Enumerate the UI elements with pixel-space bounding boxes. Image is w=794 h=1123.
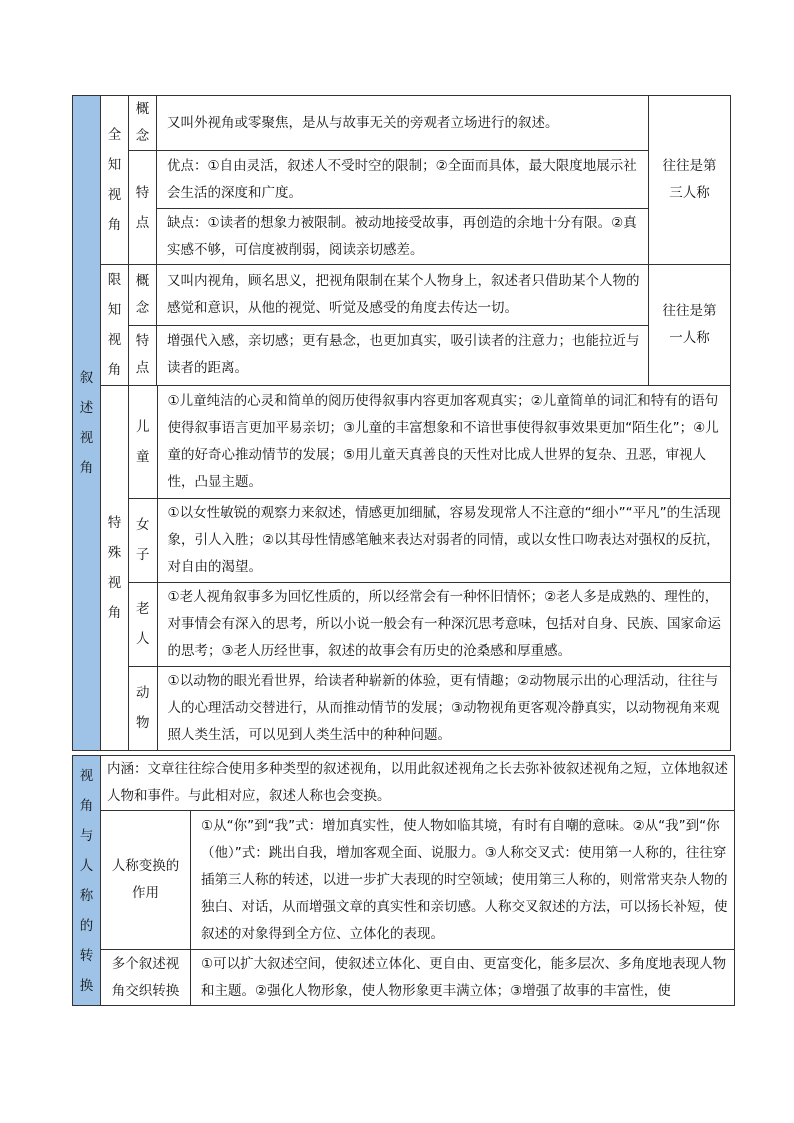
perspective-person-table (72, 755, 735, 1006)
person-change-label: 人称变换的作用 (101, 811, 191, 950)
omniscient-label: 全知视角 (101, 96, 129, 265)
multi-perspective-label: 多个叙述视角交织转换 (101, 950, 191, 1006)
limited-person: 往往是第一人称 (649, 265, 731, 386)
limited-feature-text: 增强代入感，亲切感；更有悬念，也更加真实，吸引读者的注意力；也能拉近与读者的距离。 (157, 325, 649, 386)
special-label: 特殊视角 (101, 386, 129, 751)
special-child-text: ①儿童纯洁的心灵和简单的阅历使得叙事内容更加客观真实；②儿童简单的词汇和特有的语句使得叙事语言更加平易亲切；③儿童的丰富想象和不谙世事使得叙事效果更加“陌生化”；④儿童的好奇心推动情节的发展；⑤用儿童天真善良的天性对比成人世界的复杂、丑恶，审视人性，凸显主题。 (157, 386, 730, 498)
intro-text: 内涵：文章往往综合使用多种类型的叙述视角，以用此叙述视角之长去弥补彼叙述视角之短，立体地叙述人物和事件。与此相对应，叙述人称也会变换。 (101, 756, 735, 811)
omniscient-feature-label: 特点 (129, 151, 157, 265)
limited-concept-text: 又叫内视角，顾名思义，把视角限制在某个人物身上，叙述者只借助某个人物的感觉和意识，从他的视觉、听觉及感受的角度去传达一切。 (157, 265, 649, 326)
special-woman-label: 女子 (129, 498, 157, 582)
person-change-text: ①从“你”到“我”式：增加真实性，使人物如临其境，有时有自嘲的意味。②从“我”到“你（他）”式：跳出自我，增加客观全面、说服力。③人称交叉式：使用第一人称的，往往穿插第三人称的转述，以进一步扩大表现的时空领域；使用第三人称的，则常常夹杂人物的独白、对话，从而增强文章的真实性和亲切感。人称交叉叙述的方法，可以扬长补短，使叙述的对象得到全方位、立体化的表现。 (191, 811, 735, 950)
side-label-narrative-perspective: 叙述视角 (73, 96, 101, 751)
omniscient-cons-text: 缺点：①读者的想象力被限制。被动地接受故事，再创造的余地十分有限。②真实感不够，可信度被削弱，阅读亲切感差。 (157, 209, 649, 265)
special-elder-text: ①老人视角叙事多为回忆性质的，所以经常会有一种怀旧情怀；②老人多是成熟的、理性的，对事情会有深入的思考，所以小说一般会有一种深沉思考意味，包括对自身、民族、国家命运的思考；③老人历经世事，叙述的故事会有历史的沧桑感和厚重感。 (157, 582, 730, 666)
special-animal-label: 动物 (129, 666, 157, 750)
special-subtable (129, 386, 730, 750)
special-animal-text: ①以动物的眼光看世界，给读者种崭新的体验，更有情趣；②动物展示出的心理活动，往往与人的心理活动交替进行，从而推动情节的发展；③动物视角更客观冷静真实，以动物视角来观照人类生活，可以见到人类生活中的种种问题。 (157, 666, 730, 750)
limited-concept-label: 概念 (129, 265, 157, 326)
narrative-perspective-table (72, 95, 731, 751)
omniscient-concept-label: 概念 (129, 96, 157, 151)
omniscient-person: 往往是第三人称 (649, 96, 731, 265)
special-subtable-cell (129, 386, 731, 751)
limited-feature-label: 特点 (129, 325, 157, 386)
special-elder-label: 老人 (129, 582, 157, 666)
multi-perspective-text: ①可以扩大叙述空间，使叙述立体化、更自由、更富变化，能多层次、多角度地表现人物和主题。②强化人物形象，使人物形象更丰满立体；③增强了故事的丰富性，使 (191, 950, 735, 1006)
special-woman-text: ①以女性敏锐的观察力来叙述，情感更加细腻，容易发现常人不注意的“细小”“平凡”的生活现象，引人入胜；②以其母性情感笔触来表达对弱者的同情，或以女性口吻表达对强权的反抗，对自由的渴望。 (157, 498, 730, 582)
special-child-label: 儿童 (129, 386, 157, 498)
limited-label: 限知视角 (101, 265, 129, 386)
omniscient-pros-text: 优点：①自由灵活，叙述人不受时空的限制；②全面而具体，最大限度地展示社会生活的深度和广度。 (157, 151, 649, 209)
side-label-perspective-person: 视角与人称的转换 (73, 756, 101, 1006)
omniscient-concept-text: 又叫外视角或零聚焦，是从与故事无关的旁观者立场进行的叙述。 (157, 96, 649, 151)
